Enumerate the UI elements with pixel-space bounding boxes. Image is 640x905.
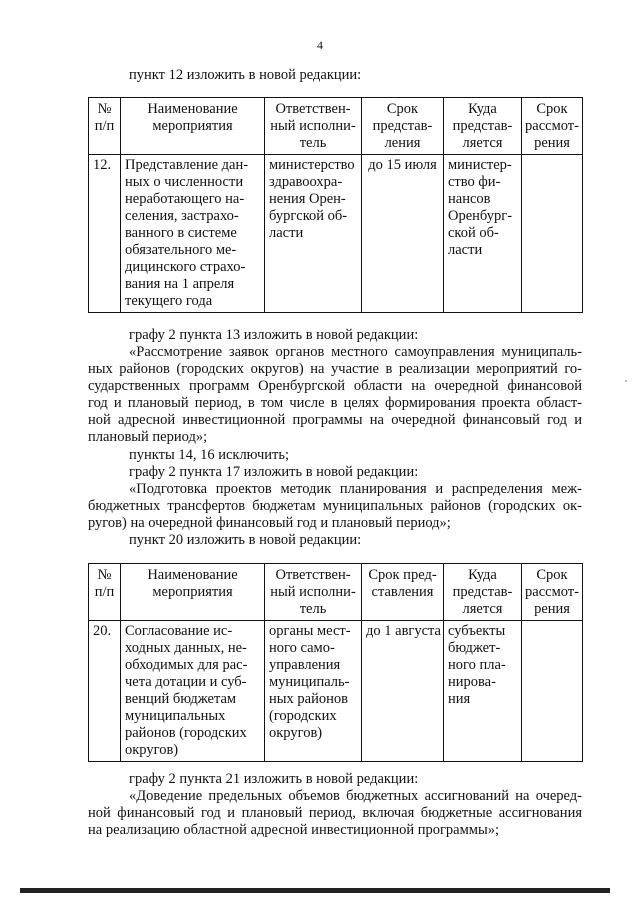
cell-text-line: ласти bbox=[269, 225, 304, 241]
header-review-deadline bbox=[522, 98, 583, 155]
cell-text-line: муниципальных bbox=[125, 708, 226, 724]
paragraph-item-21-intro: графу 2 пункта 21 изложить в новой редакции: bbox=[129, 771, 419, 787]
quote-line: бюджетных трансфертов бюджетам муниципальных районов (городских ок- bbox=[88, 498, 582, 514]
cell-recipient bbox=[444, 621, 522, 762]
header-text-line: мероприятия bbox=[152, 584, 233, 600]
header-recipient bbox=[444, 564, 522, 621]
cell-number bbox=[89, 621, 121, 762]
cell-text-line: 20. bbox=[93, 623, 112, 639]
cell-text-line: дицинского страхо- bbox=[125, 259, 246, 275]
cell-text-line: ных о численности bbox=[125, 174, 244, 190]
table-header-row bbox=[89, 564, 583, 621]
paragraph-items-14-16: пункты 14, 16 исключить; bbox=[129, 447, 289, 463]
cell-text-line: Оренбург- bbox=[448, 208, 513, 224]
cell-text-line: министер- bbox=[448, 157, 512, 173]
cell-text-line: вания на 1 апреля bbox=[125, 276, 235, 292]
cell-text-line: нирова- bbox=[448, 674, 496, 690]
cell-text-line: до 1 августа bbox=[366, 623, 441, 639]
header-text-line: ляется bbox=[462, 601, 503, 617]
header-text-line: Куда bbox=[468, 101, 497, 117]
header-text-line: тель bbox=[299, 135, 327, 151]
header-text-line: рения bbox=[534, 135, 570, 151]
scan-speck bbox=[625, 380, 627, 382]
cell-text-line: неработающего на- bbox=[125, 191, 245, 207]
cell-text-line: (городских bbox=[269, 708, 337, 724]
cell-text-line: ния bbox=[448, 691, 471, 707]
quote-line: «Рассмотрение заявок органов местного самоуправления муниципаль- bbox=[129, 344, 582, 360]
cell-text-line: субъекты bbox=[448, 623, 506, 639]
header-text-line: Ответствен- bbox=[275, 101, 351, 117]
cell-text-line: текущего года bbox=[125, 293, 213, 309]
cell-name bbox=[121, 621, 265, 762]
table-row bbox=[89, 155, 583, 313]
header-text-line: представ- bbox=[372, 118, 433, 134]
quote-item-17 bbox=[88, 481, 582, 532]
header-text-line: рения bbox=[534, 601, 570, 617]
quote-item-13 bbox=[88, 344, 582, 446]
header-text-line: ный исполни- bbox=[270, 584, 356, 600]
header-text-line: мероприятия bbox=[152, 118, 233, 134]
cell-number bbox=[89, 155, 121, 313]
cell-responsible bbox=[265, 621, 362, 762]
cell-text-line: районов (городских bbox=[125, 725, 247, 741]
quote-line: «Доведение предельных объемов бюджетных ассигнований на очеред- bbox=[129, 788, 582, 804]
quote-line: год и плановый период, в том числе в целях формирования проекта област- bbox=[88, 395, 582, 411]
cell-text-line: ного пла- bbox=[448, 657, 506, 673]
cell-text-line: органы мест- bbox=[269, 623, 351, 639]
header-text-line: ляется bbox=[462, 135, 503, 151]
header-responsible bbox=[265, 98, 362, 155]
paragraph-item-12-intro: пункт 12 изложить в новой редакции: bbox=[129, 67, 362, 83]
paragraph-item-17-intro: графу 2 пункта 17 изложить в новой редакции: bbox=[129, 464, 419, 480]
cell-text-line: до 15 июля bbox=[368, 157, 437, 173]
cell-deadline bbox=[362, 621, 444, 762]
cell-text-line: ного само- bbox=[269, 640, 335, 656]
header-responsible bbox=[265, 564, 362, 621]
header-text-line: Срок bbox=[536, 567, 568, 583]
cell-text-line: округов) bbox=[269, 725, 323, 741]
header-text-line: Куда bbox=[468, 567, 497, 583]
cell-text-line: селения, застрахо- bbox=[125, 208, 239, 224]
table-header-row bbox=[89, 98, 583, 155]
quote-line: плановый период»; bbox=[88, 429, 208, 445]
table-item-12 bbox=[88, 97, 583, 313]
cell-text-line: обходимых для рас- bbox=[125, 657, 248, 673]
header-review-deadline bbox=[522, 564, 583, 621]
table-item-20 bbox=[88, 563, 583, 762]
header-text-line: тель bbox=[299, 601, 327, 617]
cell-text-line: управления bbox=[269, 657, 341, 673]
header-deadline bbox=[362, 564, 444, 621]
quote-line: ных районов (городских округов) на участие в реализации мероприятий го- bbox=[88, 361, 582, 377]
quote-line: ной адресной инвестиционной программы на очередной финансовый год и bbox=[88, 412, 582, 428]
cell-text-line: ных районов bbox=[269, 691, 348, 707]
bottom-scan-border bbox=[20, 888, 610, 893]
header-text-line: п/п bbox=[94, 584, 115, 600]
header-text-line: Наименование bbox=[147, 101, 238, 117]
header-text-line: Срок bbox=[386, 101, 419, 117]
header-text-line: представ- bbox=[452, 118, 513, 134]
cell-review-deadline bbox=[522, 621, 583, 762]
header-text-line: Наименование bbox=[147, 567, 238, 583]
cell-text-line: здравоохра- bbox=[269, 174, 343, 190]
header-number bbox=[89, 98, 121, 155]
cell-name bbox=[121, 155, 265, 313]
quote-line: ной финансовый год и плановый период, включая бюджетные ассигнования bbox=[88, 805, 582, 821]
quote-line: «Подготовка проектов методик планирования и распределения меж- bbox=[129, 481, 582, 497]
cell-text-line: ванного в системе bbox=[125, 225, 237, 241]
header-text-line: Срок bbox=[536, 101, 568, 117]
paragraph-item-13-intro: графу 2 пункта 13 изложить в новой редакции: bbox=[129, 327, 419, 343]
cell-text-line: муниципаль- bbox=[269, 674, 350, 690]
header-text-line: п/п bbox=[94, 118, 115, 134]
header-text-line: рассмот- bbox=[525, 584, 579, 600]
cell-text-line: Представление дан- bbox=[125, 157, 249, 173]
header-text-line: № bbox=[97, 567, 112, 583]
cell-recipient bbox=[444, 155, 522, 313]
cell-responsible bbox=[265, 155, 362, 313]
header-text-line: Ответствен- bbox=[275, 567, 351, 583]
cell-text-line: венций бюджетам bbox=[125, 691, 237, 707]
cell-text-line: нения Орен- bbox=[269, 191, 346, 207]
cell-deadline bbox=[362, 155, 444, 313]
header-deadline bbox=[362, 98, 444, 155]
cell-text-line: бургской об- bbox=[269, 208, 348, 224]
header-text-line: ставления bbox=[371, 584, 434, 600]
page-number: 4 bbox=[317, 38, 323, 52]
header-recipient bbox=[444, 98, 522, 155]
cell-text-line: округов) bbox=[125, 742, 179, 758]
header-text-line: № bbox=[97, 101, 112, 117]
paragraph-item-20-intro: пункт 20 изложить в новой редакции: bbox=[129, 532, 362, 548]
header-text-line: представ- bbox=[452, 584, 513, 600]
cell-text-line: ство фи- bbox=[448, 174, 501, 190]
cell-text-line: ской об- bbox=[448, 225, 499, 241]
quote-item-21 bbox=[88, 788, 582, 839]
cell-text-line: ласти bbox=[448, 242, 483, 258]
table-row bbox=[89, 621, 583, 762]
header-name bbox=[121, 98, 265, 155]
quote-line: на реализацию областной адресной инвестиционной программы»; bbox=[88, 822, 499, 838]
cell-review-deadline bbox=[522, 155, 583, 313]
header-number bbox=[89, 564, 121, 621]
cell-text-line: 12. bbox=[93, 157, 112, 173]
cell-text-line: ходных данных, не- bbox=[125, 640, 247, 656]
header-text-line: ления bbox=[384, 135, 421, 151]
cell-text-line: министерство bbox=[269, 157, 355, 173]
header-name bbox=[121, 564, 265, 621]
header-text-line: Срок пред- bbox=[368, 567, 437, 583]
cell-text-line: Согласование ис- bbox=[125, 623, 233, 639]
cell-text-line: бюджет- bbox=[448, 640, 501, 656]
quote-line: ругов) на очередной финансовый год и плановый период»; bbox=[88, 515, 451, 531]
header-text-line: ный исполни- bbox=[270, 118, 356, 134]
cell-text-line: обязательного ме- bbox=[125, 242, 237, 258]
header-text-line: рассмот- bbox=[525, 118, 579, 134]
cell-text-line: нансов bbox=[448, 191, 491, 207]
quote-line: сударственных программ Оренбургской области на очередной финансовой bbox=[88, 378, 582, 394]
cell-text-line: чета дотации и суб- bbox=[125, 674, 247, 690]
